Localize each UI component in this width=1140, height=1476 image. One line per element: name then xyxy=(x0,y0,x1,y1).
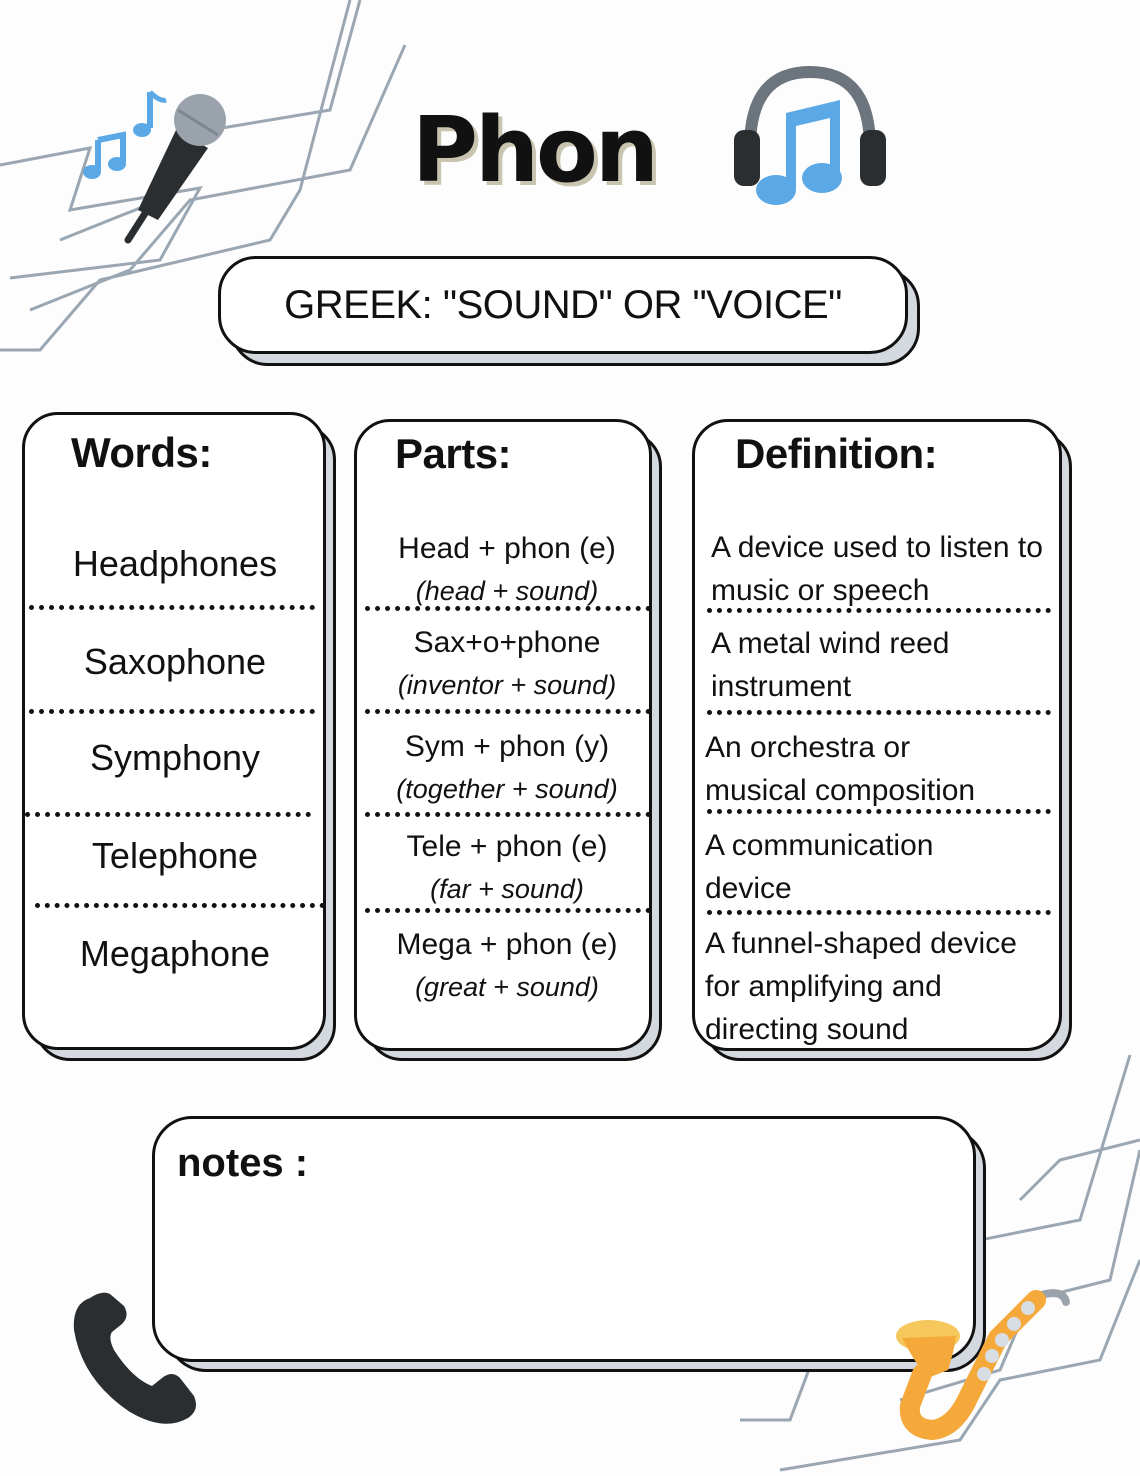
part-gloss: (together + sound) xyxy=(396,774,618,804)
word-megaphone: Megaphone xyxy=(79,933,271,974)
parts-heading: Parts: xyxy=(395,430,512,477)
definition-symphony: An orchestra or musical composition xyxy=(705,731,976,807)
row-divider xyxy=(25,812,311,817)
row-divider xyxy=(365,606,651,611)
page-title: Phon xyxy=(412,98,656,203)
part-gloss: (far + sound) xyxy=(430,874,584,904)
part-gloss: (great + sound) xyxy=(415,972,599,1002)
word-symphony: Symphony xyxy=(89,737,261,778)
part-saxophone xyxy=(357,622,657,706)
part-text: Mega + phon (e) xyxy=(396,928,618,961)
headphones-icon xyxy=(730,58,890,218)
part-gloss: (inventor + sound) xyxy=(397,670,617,700)
part-symphony xyxy=(357,726,657,810)
definition-saxophone: A metal wind reed instrument xyxy=(711,627,950,703)
row-divider xyxy=(707,710,1051,715)
part-headphones xyxy=(357,528,657,612)
word-telephone: Telephone xyxy=(91,835,259,876)
telephone-icon xyxy=(68,1290,208,1430)
microphone-icon xyxy=(78,80,238,250)
part-text: Sax+o+phone xyxy=(413,626,601,659)
word-headphones: Headphones xyxy=(72,543,278,584)
definition-telephone: A communication device xyxy=(705,829,934,905)
words-panel xyxy=(22,412,326,1050)
music-notes-icon xyxy=(83,92,166,179)
part-text: Sym + phon (y) xyxy=(404,730,610,763)
part-gloss: (head + sound) xyxy=(415,576,599,606)
part-text: Head + phon (e) xyxy=(398,532,616,565)
part-text: Tele + phon (e) xyxy=(406,830,608,863)
origin-box: GREEK: "SOUND" OR "VOICE" xyxy=(218,256,908,354)
row-divider xyxy=(365,709,651,714)
row-divider xyxy=(707,608,1051,613)
part-telephone xyxy=(357,826,657,910)
definition-panel xyxy=(692,419,1062,1051)
row-divider xyxy=(707,809,1051,814)
saxophone-icon xyxy=(888,1278,1078,1448)
parts-panel xyxy=(354,419,652,1051)
row-divider xyxy=(365,908,651,913)
notes-box[interactable] xyxy=(152,1116,976,1362)
row-divider xyxy=(35,903,325,908)
notes-label: notes : xyxy=(177,1141,309,1185)
row-divider xyxy=(29,605,315,610)
definition-headphones: A device used to listen to music or speech xyxy=(711,531,1043,607)
definition-heading: Definition: xyxy=(735,430,938,477)
words-heading: Words: xyxy=(71,429,212,476)
definition-megaphone: A funnel-shaped device for amplifying and directing sound xyxy=(705,927,1017,1046)
row-divider xyxy=(29,709,315,714)
row-divider xyxy=(365,812,651,817)
word-saxophone: Saxophone xyxy=(83,641,267,682)
part-megaphone xyxy=(357,924,657,1008)
row-divider xyxy=(707,910,1051,915)
